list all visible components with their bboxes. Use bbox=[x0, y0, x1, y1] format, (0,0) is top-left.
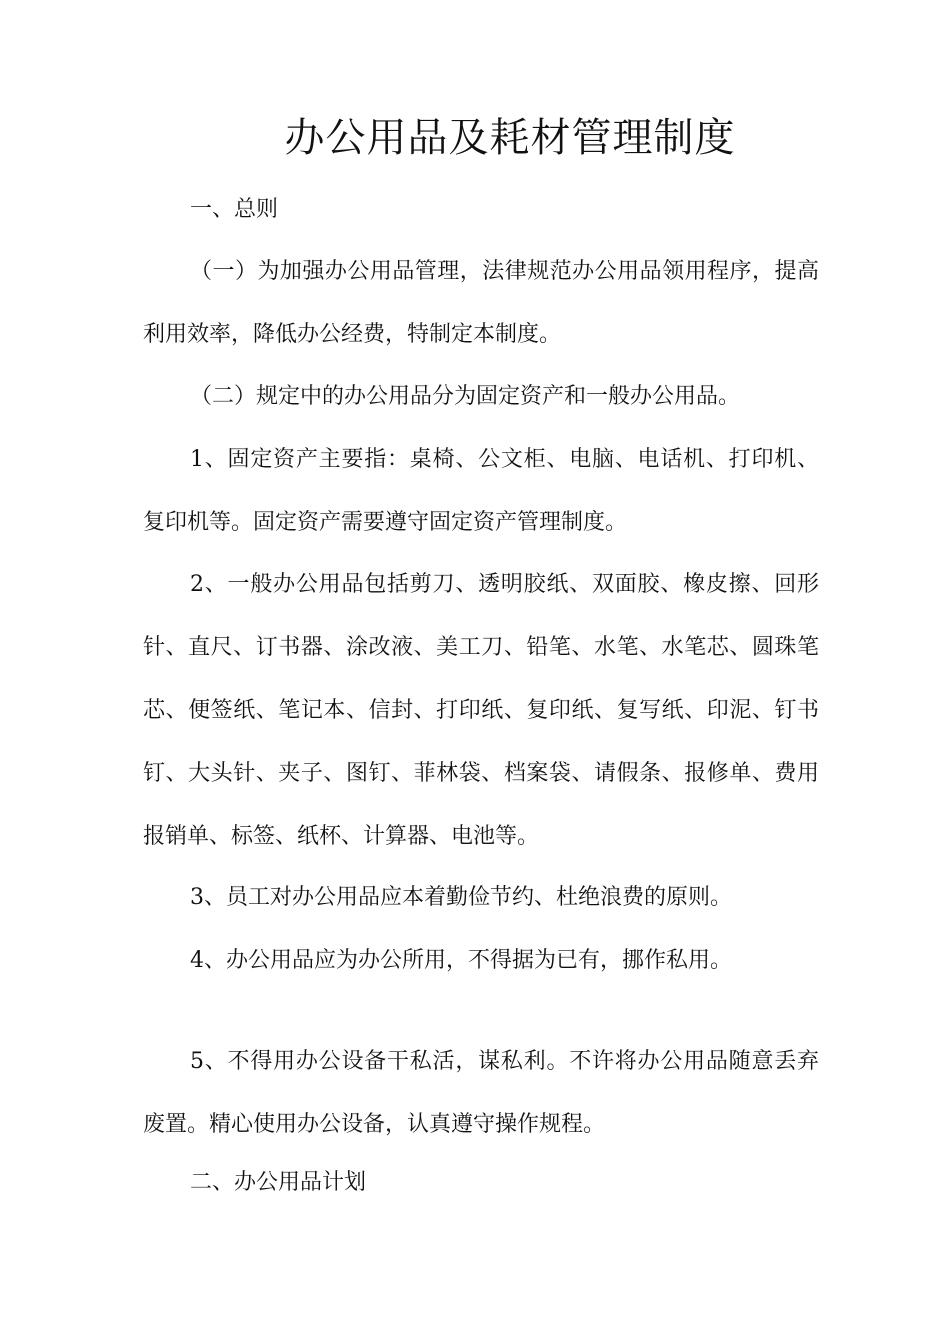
paragraph-equipment-rules: 5、不得用办公设备干私活，谋私利。不许将办公用品随意丢弃废置。精心使用办公设备，认真遵守操作规程。 bbox=[143, 1049, 819, 1137]
paragraph-thrift-principle: 3、员工对办公用品应本着勤俭节约、杜绝浪费的原则。 bbox=[190, 885, 732, 910]
section-heading-general: 一、总则 bbox=[190, 197, 279, 222]
paragraph-general-supplies: 2、一般办公用品包括剪刀、透明胶纸、双面胶、橡皮擦、回形针、直尺、订书器、涂改液、美工刀、铅笔、水笔、水笔芯、圆珠笔芯、便签纸、笔记本、信封、打印纸、复印纸、复写纸、印泥、钉书钉、大头针、夹子、图钉、菲林袋、档案袋、请假条、报修单、费用报销单、标签、纸杯、计算器、电池等。 bbox=[143, 572, 819, 849]
paragraph-purpose: （一）为加强办公用品管理，法律规范办公用品领用程序，提高利用效率，降低办公经费，特制定本制度。 bbox=[143, 259, 819, 347]
document-title: 办公用品及耗材管理制度 bbox=[284, 115, 736, 161]
section-heading-supply-plan: 二、办公用品计划 bbox=[190, 1170, 367, 1195]
paragraph-classification: （二）规定中的办公用品分为固定资产和一般办公用品。 bbox=[190, 384, 741, 409]
paragraph-fixed-assets: 1、固定资产主要指：桌椅、公文柜、电脑、电话机、打印机、复印机等。固定资产需要遵守固定资产管理制度。 bbox=[143, 447, 819, 535]
paragraph-office-use-only: 4、办公用品应为办公所用，不得据为已有，挪作私用。 bbox=[190, 948, 732, 973]
